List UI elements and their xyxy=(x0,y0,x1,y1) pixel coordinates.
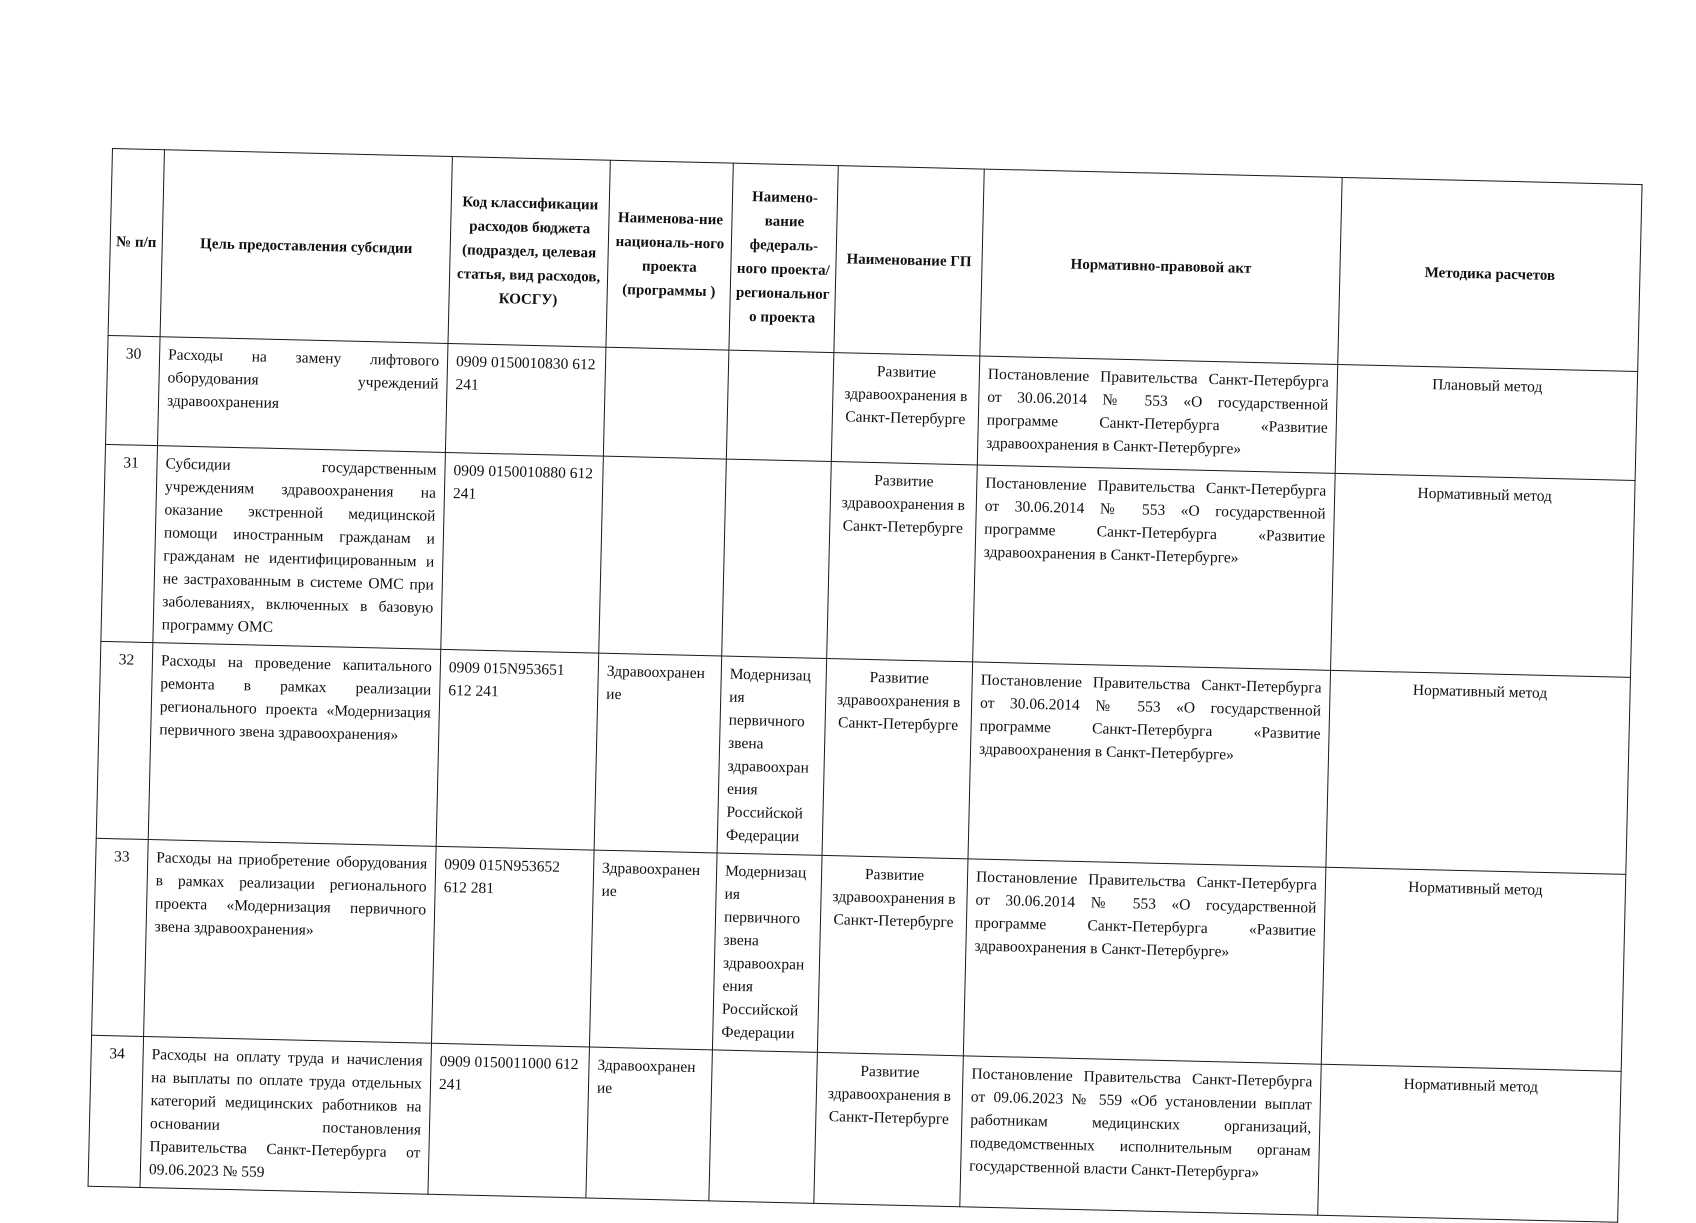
row-num: 33 xyxy=(92,838,149,1036)
row-gp: Развитие здравоохранения в Санкт-Петербурге xyxy=(827,462,978,662)
row-federal-project: Модернизация первичного звена здравоохранения Российской Федерации xyxy=(717,656,827,855)
table-header-row xyxy=(108,149,1642,372)
table-row xyxy=(101,444,1635,677)
row-code: 0909 0150010880 612 241 xyxy=(441,452,604,653)
row-method: Нормативный метод xyxy=(1331,473,1636,677)
row-federal-project xyxy=(709,1050,818,1203)
row-method: Нормативный метод xyxy=(1321,867,1626,1071)
row-act: Постановление Правительства Санкт-Петербурга от 30.06.2014 № 553 «О государственной программе Санкт-Петербурга «Развитие здравоохранения в Санкт-Петербурге» xyxy=(968,662,1331,867)
header-federal-project: Наимено-вание федераль-ного проекта/ регионального проекта xyxy=(729,163,838,352)
header-goal: Цель предоставления субсидии xyxy=(160,150,452,344)
row-code: 0909 0150010830 612 241 xyxy=(445,343,606,456)
table-row xyxy=(92,838,1626,1071)
row-national-project: Здравоохранение xyxy=(589,850,717,1050)
row-num: 34 xyxy=(88,1035,144,1187)
row-federal-project: Модернизация первичного звена здравоохранения Российской Федерации xyxy=(712,853,822,1052)
header-code: Код классификации расходов бюджета (подраздел, целевая статья, вид расходов, КОСГУ) xyxy=(448,157,610,348)
header-national-project: Наименова-ние националь-ного проекта (программы ) xyxy=(606,160,733,350)
row-goal: Расходы на проведение капитального ремонта в рамках реализации регионального проекта «Модернизация первичного звена здравоохранения» xyxy=(148,643,441,847)
row-national-project xyxy=(603,347,729,459)
subsidy-table xyxy=(88,148,1643,1223)
row-method: Плановый метод xyxy=(1335,364,1637,480)
row-goal: Расходы на замену лифтового оборудования учреждений здравоохранения xyxy=(157,337,447,453)
row-goal: Субсидии государственным учреждениям здравоохранения на оказание экстренной медицинской помощи иностранным гражданам и гражданам не идентифицированным и не застрахованным в системе ОМС при заболеваниях, включенных в базовую программу ОМС xyxy=(153,446,446,650)
row-num: 30 xyxy=(106,335,161,445)
header-gp: Наименование ГП xyxy=(834,166,984,356)
row-method: Нормативный метод xyxy=(1318,1064,1621,1222)
row-gp: Развитие здравоохранения в Санкт-Петербурге xyxy=(817,855,968,1055)
table-row xyxy=(96,641,1630,874)
row-act: Постановление Правительства Санкт-Петербурга от 30.06.2014 № 553 «О государственной программе Санкт-Петербурга «Развитие здравоохранения в Санкт-Петербурге» xyxy=(973,465,1336,670)
row-national-project: Здравоохранение xyxy=(594,653,722,853)
row-national-project: Здравоохранение xyxy=(586,1047,713,1201)
header-method: Методика расчетов xyxy=(1338,177,1642,371)
row-national-project xyxy=(599,456,727,656)
row-goal: Расходы на приобретение оборудования в рамках реализации регионального проекта «Модернизация первичного звена здравоохранения» xyxy=(144,840,437,1044)
header-num: № п/п xyxy=(108,149,164,337)
row-code: 0909 015N953652 612 281 xyxy=(431,846,594,1047)
row-goal: Расходы на оплату труда и начисления на выплаты по оплате труда отдельных категорий медицинских работников на основании постановления Правительства Санкт-Петербурга от 09.06.2023 № 559 xyxy=(140,1036,431,1194)
row-num: 32 xyxy=(96,641,153,839)
row-num: 31 xyxy=(101,444,158,642)
subsidy-table-wrapper xyxy=(88,148,1642,1223)
row-method: Нормативный метод xyxy=(1326,670,1631,874)
row-gp: Развитие здравоохранения в Санкт-Петербурге xyxy=(814,1052,964,1206)
row-gp: Развитие здравоохранения в Санкт-Петербурге xyxy=(822,658,973,858)
row-code: 0909 015N953651 612 241 xyxy=(436,649,599,850)
row-gp: Развитие здравоохранения в Санкт-Петербурге xyxy=(831,353,980,465)
row-federal-project xyxy=(726,350,834,461)
row-federal-project xyxy=(722,459,832,658)
row-act: Постановление Правительства Санкт-Петербурга от 30.06.2014 № 553 «О государственной программе Санкт-Петербурга «Развитие здравоохранения в Санкт-Петербурге» xyxy=(977,356,1337,473)
header-act: Нормативно-правовой акт xyxy=(980,169,1342,364)
row-act: Постановление Правительства Санкт-Петербурга от 09.06.2023 № 559 «Об установлении выплат работникам медицинских организаций, подведомственных исполнительным органам государственной власти Санкт-Петербурга» xyxy=(960,1056,1321,1215)
row-act: Постановление Правительства Санкт-Петербурга от 30.06.2014 № 553 «О государственной программе Санкт-Петербурга «Развитие здравоохранения в Санкт-Петербурге» xyxy=(963,859,1326,1064)
row-code: 0909 0150011000 612 241 xyxy=(428,1043,590,1198)
